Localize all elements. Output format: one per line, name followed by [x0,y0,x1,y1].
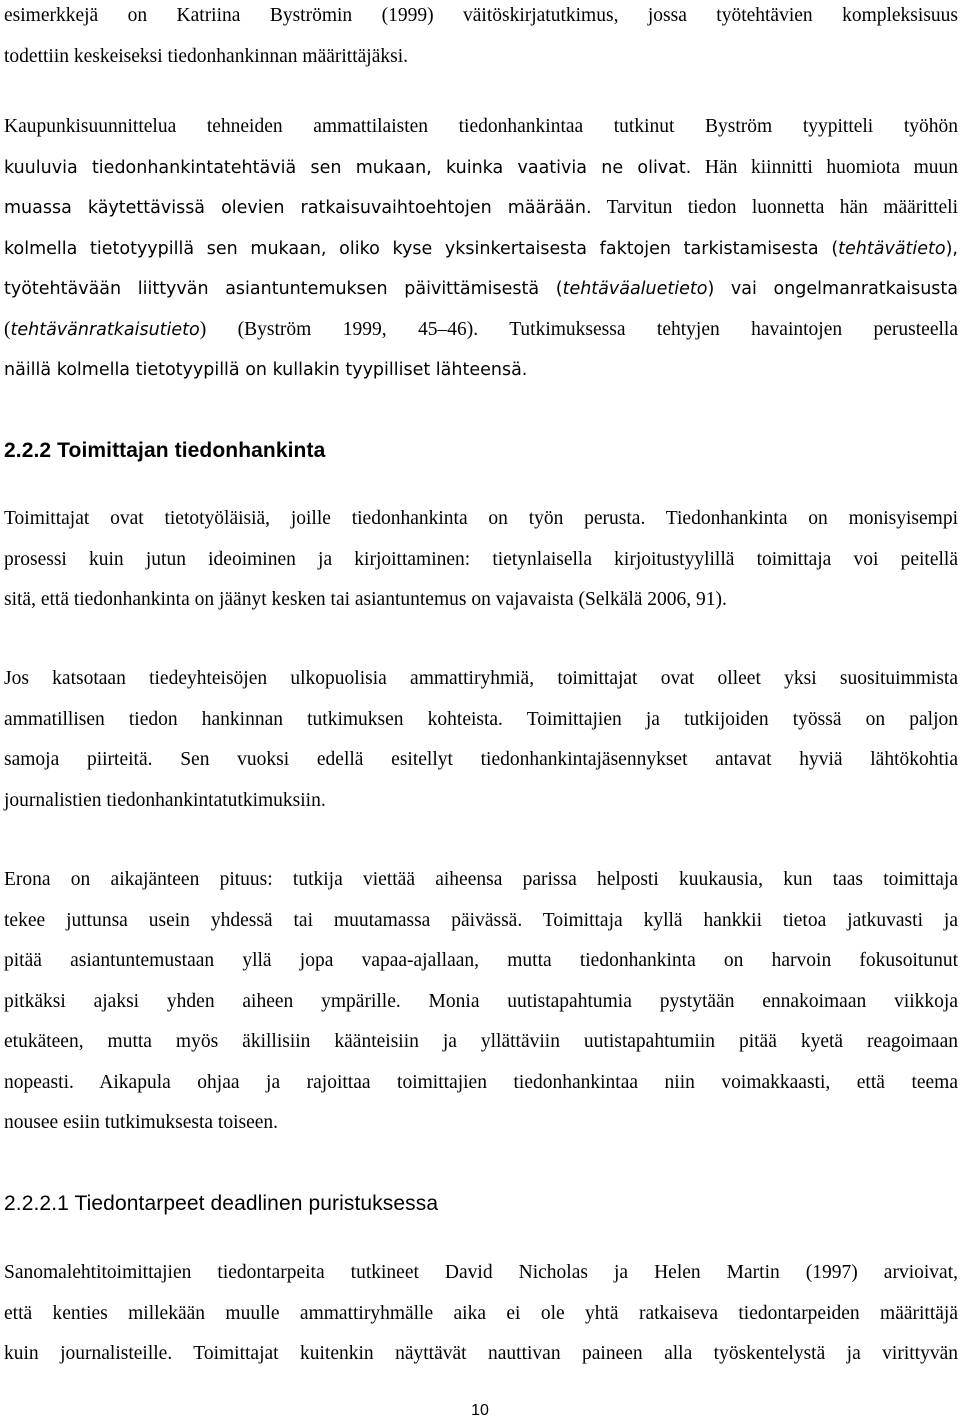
text-line: Toimittajat ovat tietotyöläisiä, joille tiedonhankinta on työn perusta. Tiedonhankinta on monisyisempi [4,508,958,529]
paragraph-deadline [4,1253,958,1375]
text-line: nousee esiin tutkimuksesta toiseen. [4,1112,279,1133]
text-span: kuuluvia tiedonhankintatehtäviä sen mukaan, kuinka vaativia ne olivat. [4,157,692,178]
text-line [4,269,958,310]
paragraph-professional-groups [4,659,958,821]
text-line: prosessi kuin jutun ideoiminen ja kirjoittaminen: tietynlaisella kirjoitustyylillä toimittaja voi peitellä [4,548,958,570]
text-line: Erona on aikajänteen pituus: tutkija viettää aiheensa parissa helposti kuukausia, kun taas toimittaja [4,869,958,890]
page-number: 10 [471,1402,489,1419]
text-line: tekee juttunsa usein yhdessä tai muutamassa päivässä. Toimittaja kyllä hankkii tietoa jatkuvasti ja [4,909,958,931]
text-span: Tarvitun tiedon luonnetta hän määritteli [591,197,958,218]
subsection-heading: 2.2.2.1 Tiedontarpeet deadlinen puristuksessa [4,1192,439,1215]
text-span: muassa käytettävissä olevien ratkaisuvaihtoehtojen määrään. [4,198,592,218]
text-span: työtehtävään liittyvän asiantuntemuksen päivittämisestä ( [4,279,563,299]
text-line [4,229,958,270]
text-span: ) vai ongelmanratkaisusta [707,279,958,299]
text-line: kuin journalisteille. Toimittajat kuitenkin näyttävät nauttivan paineen alla työskentelystä ja virittyvän [4,1343,958,1364]
section-heading: 2.2.2 Toimittajan tiedonhankinta [4,439,326,462]
italic-term: tehtävänratkaisutieto [10,319,200,340]
text-line: nopeasti. Aikapula ohjaa ja rajoittaa toimittajien tiedonhankintaa niin voimakkaasti, että teema [4,1071,958,1093]
paragraph-intro [4,0,958,77]
paragraph-journalists [4,499,958,621]
text-span: ) (Byström 1999, 45–46). Tutkimuksessa tehtyjen havaintojen perusteella [199,318,958,340]
text-line: Jos katsotaan tiedeyhteisöjen ulkopuolisia ammattiryhmiä, toimittajat ovat olleet yksi suosituimmista [4,668,958,689]
text-span: kolmella tietotyypillä sen mukaan, oliko kyse yksinkertaisesta faktojen tarkistamisesta ( [4,238,839,259]
text-line: pitää asiantuntemustaan yllä jopa vapaa-ajallaan, mutta tiedonhankinta on harvoin fokusoitunut [4,950,958,971]
text-line: esimerkkejä on Katriina Byströmin (1999) väitöskirjatutkimus, jossa työtehtävien kompleksisuus [4,5,958,26]
paragraph-bystrom [4,107,958,391]
text-line: että kenties millekään muulle ammattiryhmälle aika ei ole yhtä ratkaiseva tiedontarpeiden määrittäjä [4,1302,958,1324]
text-line: journalistien tiedonhankintatutkimuksiin. [4,789,326,811]
text-line [4,350,958,391]
text-line: sitä, että tiedonhankinta on jäänyt kesken tai asiantuntemus on vajavaista (Selkälä 2006, 91). [4,589,727,610]
text-line [4,310,958,351]
text-line [4,148,958,189]
italic-term: tehtävätieto [838,238,946,259]
text-span: Hän kiinnitti huomiota muun [691,156,958,178]
text-line: todettiin keskeiseksi tiedonhankinnan määrittäjäksi. [4,45,408,67]
text-line: Kaupunkisuunnittelua tehneiden ammattilaisten tiedonhankintaa tutkinut Byström tyypitteli työhön [4,116,958,137]
text-line: Sanomalehtitoimittajien tiedontarpeita tutkineet David Nicholas ja Helen Martin (1997) arvioivat, [4,1262,958,1283]
text-span: näillä kolmella tietotyypillä on kullakin tyypilliset lähteensä. [4,360,528,380]
text-line: pitkäksi ajaksi yhden aiheen ympärille. Monia uutistapahtumia pystytään ennakoimaan viikkoja [4,990,958,1012]
text-line [4,188,958,229]
text-line: etukäteen, mutta myös äkillisiin käänteisiin ja yllättäviin uutistapahtumiin pitää kyetä reagoimaan [4,1031,958,1052]
text-span: ), [945,238,958,259]
text-line: ammatillisen tiedon hankinnan tutkimuksen kohteista. Toimittajien ja tutkijoiden työssä on paljon [4,708,958,730]
text-line: samoja piirteitä. Sen vuoksi edellä esitellyt tiedonhankintajäsennykset antavat hyviä lähtökohtia [4,749,958,770]
paragraph-timespan [4,860,958,1144]
text-span: ( [4,318,11,340]
italic-term: tehtäväaluetieto [562,279,708,299]
